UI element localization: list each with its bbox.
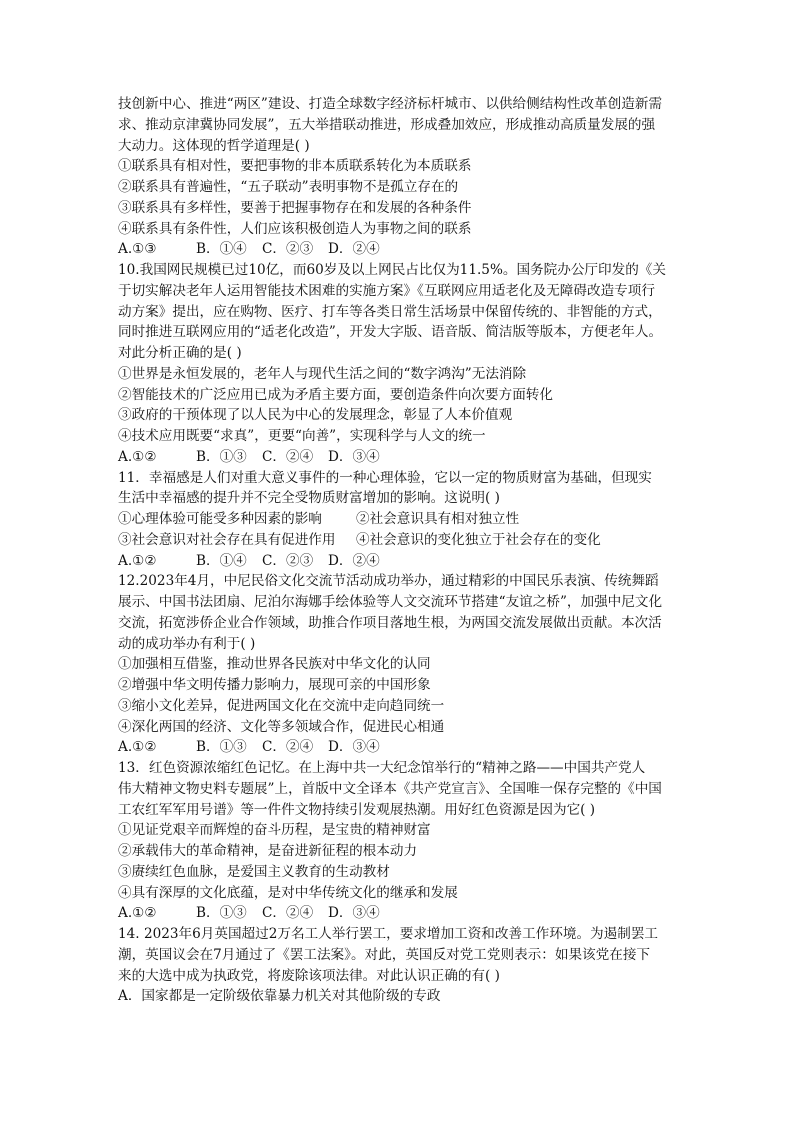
statement-1: ①联系具有相对性，要把事物的非本质联系转化为本质联系 [118, 158, 472, 175]
statement-2: ②智能技术的广泛应用已成为矛盾主要方面，要创造条件向次要方面转化 [118, 386, 553, 403]
option-c[interactable]: C．②③ [262, 552, 314, 569]
statement-2: ②联系具有普遍性，“五子联动”表明事物不是孤立存在的 [118, 179, 459, 195]
statement-4: ④具有深厚的文化底蕴，是对中华传统文化的继承和发展 [118, 884, 458, 901]
question-14 [118, 924, 680, 1007]
statement-3: ③缩小文化差异，促进两国文化在交流中走向趋同统一 [118, 697, 445, 714]
option-a[interactable]: A.①② [118, 739, 157, 756]
answer-options [118, 239, 680, 260]
question-stem-line: 11．幸福感是人们对重大意义事件的一种心理体验，它以一定的物质财富为基础，但现实 [118, 469, 652, 486]
question-stem-line: 来的大选中成为执政党，将废除该项法律。对此认识正确的有( ) [118, 967, 500, 984]
statement-1: ①见证党艰辛而辉煌的奋斗历程，是宝贵的精神财富 [118, 822, 431, 839]
question-stem-line: 大动力。这体现的哲学道理是( ) [118, 137, 310, 154]
option-d[interactable]: D．③④ [328, 739, 380, 756]
statement-row [118, 530, 680, 551]
option-c[interactable]: C．②④ [262, 739, 314, 756]
question-11 [118, 468, 680, 572]
statement-row [118, 509, 680, 530]
option-a[interactable]: A.①③ [118, 241, 157, 258]
question-stem-line: 生活中幸福感的提升并不完全受物质财富增加的影响。这说明( ) [118, 490, 500, 507]
question-9 [118, 94, 680, 260]
statement-4: ④深化两国的经济、文化等多领域合作，促进民心相通 [118, 718, 445, 735]
answer-options [118, 737, 680, 758]
question-stem-line: 展示、中国书法团扇、尼泊尔海娜手绘体验等人文交流环节搭建“友谊之桥”，加强中尼文化 [118, 594, 663, 610]
statement-4: ④技术应用既要“求真”，更要“向善”，实现科学与人文的统一 [118, 428, 486, 444]
option-d[interactable]: D．③④ [328, 448, 380, 465]
statement-4: ④联系具有条件性，人们应该积极创造人为事物之间的联系 [118, 220, 472, 237]
statement-2: ②增强中华文明传播力影响力，展现可亲的中国形象 [118, 677, 431, 693]
question-stem-line: 13．红色资源浓缩红色记忆。在上海中共一大纪念馆举行的“精神之路——中国共产党人 [118, 760, 646, 776]
option-b[interactable]: B．①④ [196, 241, 247, 258]
statement-4: ④社会意识的变化独立于社会存在的变化 [356, 531, 601, 548]
option-c[interactable]: C．②③ [262, 241, 314, 258]
question-stem-line: 对此分析正确的是( ) [118, 345, 242, 361]
statement-1: ①世界是永恒发展的，老年人与现代生活之间的“数字鸿沟”无法消除 [118, 365, 527, 382]
option-c[interactable]: C．②④ [262, 905, 314, 922]
option-d[interactable]: D．②④ [328, 552, 380, 569]
question-stem-line: 工农红军军用号谱》等一件件文物持续引发观展热潮。用好红色资源是因为它( ) [118, 801, 596, 818]
option-b[interactable]: B．①③ [196, 448, 247, 465]
option-a[interactable]: A.①② [118, 448, 157, 465]
question-stem-line: 14. 2023年6月英国超过2万名工人举行罢工，要求增加工资和改善工作环境。为遏制罢工 [118, 926, 659, 942]
statement-3: ③赓续红色血脉，是爱国主义教育的生动教材 [118, 863, 390, 880]
question-12 [118, 571, 680, 758]
question-stem-line: 于切实解决老年人运用智能技术困难的实施方案》《互联网应用适老化及无障碍改造专项行 [118, 282, 655, 299]
option-b[interactable]: B．①③ [196, 739, 247, 756]
question-stem-line: 求、推动京津冀协同发展”，五大举措联动推进，形成叠加效应，形成推动高质量发展的强 [118, 116, 656, 133]
option-b[interactable]: B．①③ [196, 905, 247, 922]
question-stem-line: 10.我国网民规模已过10亿，而60岁及以上网民占比仅为11.5%。国务院办公厅印发的《关 [118, 262, 666, 278]
option-c[interactable]: C．②④ [262, 448, 314, 465]
question-stem-line: 动的成功举办有利于( ) [118, 635, 256, 652]
question-stem-line: 交流，拓宽涉侨企业合作领域，助推合作项目落地生根，为两国交流发展做出贡献。本次活 [118, 614, 662, 631]
option-d[interactable]: D．②④ [328, 241, 380, 258]
question-stem-line: 同时推进互联网应用的“适老化改造”，开发大字版、语音版、简洁版等版本，方便老年人。 [118, 324, 663, 341]
statement-3: ③社会意识对社会存在具有促进作用 [118, 531, 336, 548]
option-a[interactable]: A.①② [118, 905, 157, 922]
statement-1: ①心理体验可能受多种因素的影响 [118, 511, 322, 527]
question-stem-line: 技创新中心、推进“两区”建设、打造全球数字经济标杆城市、以供给侧结构性改革创造新需 [118, 96, 663, 112]
question-10 [118, 260, 680, 468]
answer-options [118, 551, 680, 572]
question-stem-line: 潮，英国议会在7月通过了《罢工法案》。对此，英国反对党工党则表示：如果该党在接下 [118, 946, 651, 963]
option-d[interactable]: D．③④ [328, 905, 380, 922]
statement-3: ③政府的干预体现了以人民为中心的发展理念，彰显了人本价值观 [118, 407, 513, 424]
statement-1: ①加强相互借鉴，推动世界各民族对中华文化的认同 [118, 656, 431, 673]
option-b[interactable]: B．①④ [196, 552, 247, 569]
question-stem-line: 伟大精神文物史料专题展”上，首版中文全译本《共产党宣言》、全国唯一保存完整的《中国 [118, 780, 662, 797]
option-a[interactable]: A.①② [118, 552, 157, 569]
answer-options [118, 447, 680, 468]
question-13 [118, 758, 680, 924]
exam-page [118, 94, 680, 1007]
answer-options [118, 903, 680, 924]
statement-3: ③联系具有多样性，要善于把握事物存在和发展的各种条件 [118, 199, 472, 216]
question-stem-line: 12.2023年4月，中尼民俗文化交流节活动成功举办，通过精彩的中国民乐表演、传统舞蹈 [118, 573, 659, 590]
statement-2: ②社会意识具有相对独立性 [356, 511, 520, 527]
statement-2: ②承载伟大的革命精神，是奋进新征程的根本动力 [118, 843, 418, 859]
statement-a: A．国家都是一定阶级依靠暴力机关对其他阶级的专政 [118, 988, 441, 1005]
question-stem-line: 动方案》提出，应在购物、医疗、打车等各类日常生活场景中保留传统的、非智能的方式， [118, 303, 662, 320]
